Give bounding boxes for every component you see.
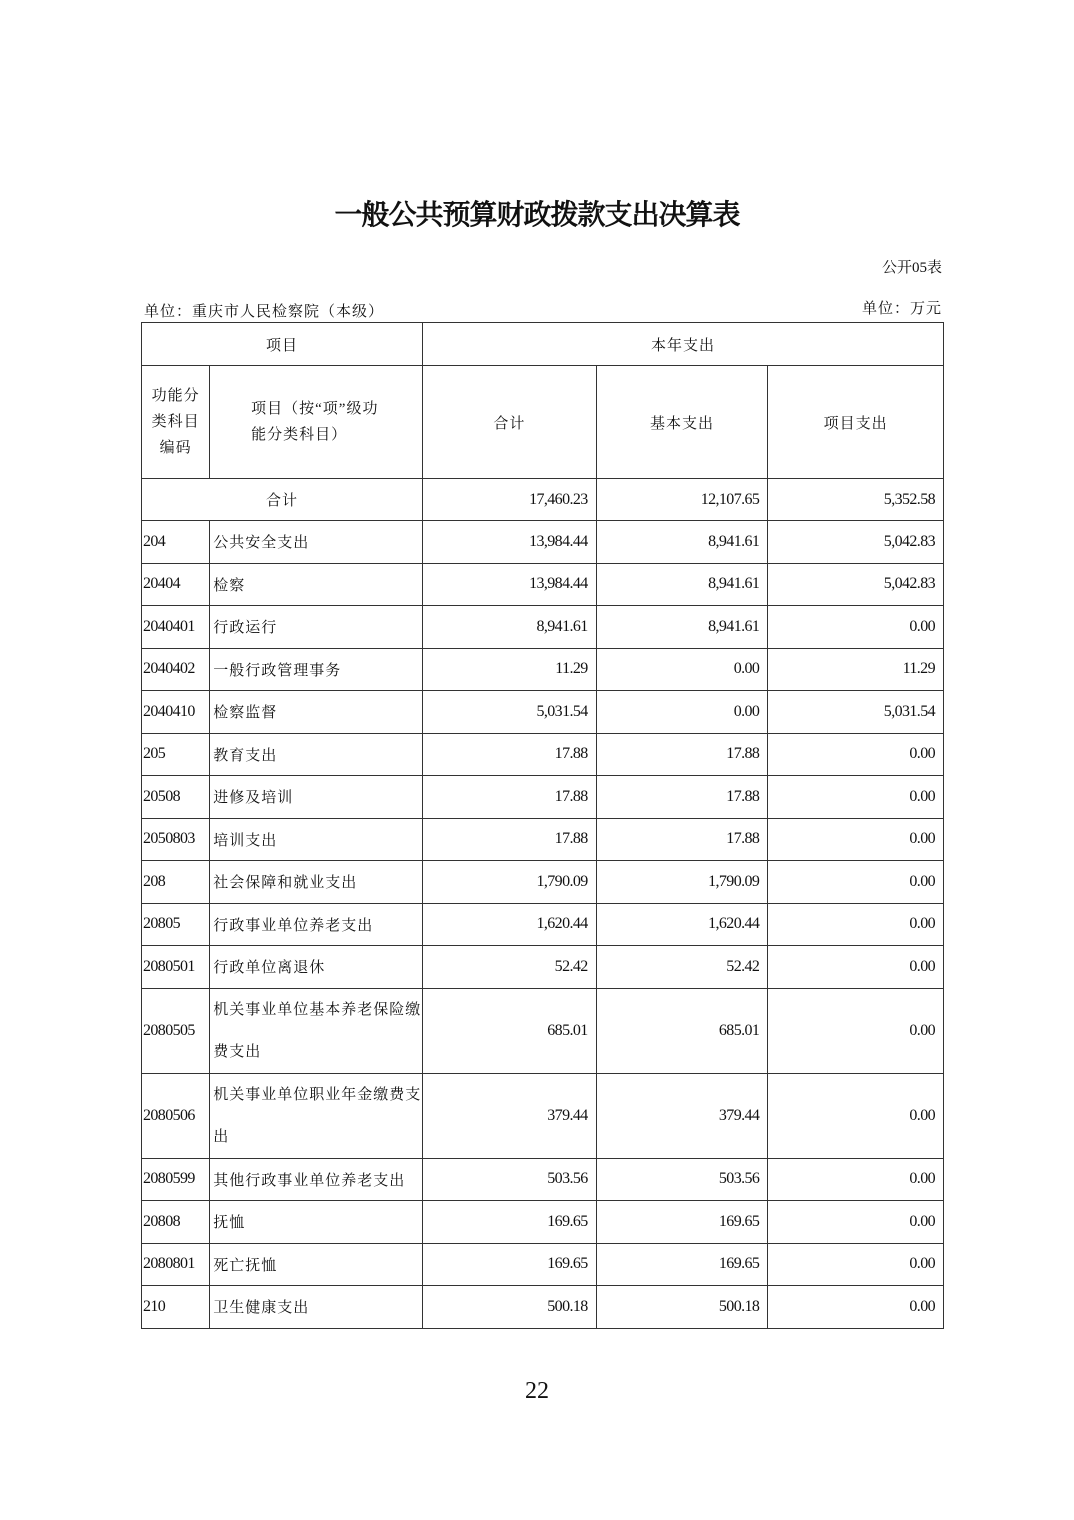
row-project: 5,042.83 xyxy=(768,521,944,564)
row-name: 卫生健康支出 xyxy=(210,1286,423,1329)
table-row xyxy=(142,776,944,819)
row-code: 20404 xyxy=(142,563,210,606)
header-year-group: 本年支出 xyxy=(423,323,944,366)
row-basic: 0.00 xyxy=(596,648,768,691)
row-name: 行政单位离退休 xyxy=(210,946,423,989)
row-name: 行政运行 xyxy=(210,606,423,649)
row-name: 进修及培训 xyxy=(210,776,423,819)
total-project: 5,352.58 xyxy=(768,479,944,521)
table-row xyxy=(142,606,944,649)
row-total: 169.65 xyxy=(423,1201,597,1244)
row-total: 169.65 xyxy=(423,1243,597,1286)
table-row xyxy=(142,691,944,734)
row-basic: 1,620.44 xyxy=(596,903,768,946)
row-code: 20805 xyxy=(142,903,210,946)
row-name: 机关事业单位职业年金缴费支出 xyxy=(210,1073,423,1158)
table-row xyxy=(142,648,944,691)
row-code: 2040410 xyxy=(142,691,210,734)
row-total: 503.56 xyxy=(423,1158,597,1201)
row-basic: 685.01 xyxy=(596,988,768,1073)
row-name: 行政事业单位养老支出 xyxy=(210,903,423,946)
row-code: 2040401 xyxy=(142,606,210,649)
row-code: 2080506 xyxy=(142,1073,210,1158)
row-code: 20508 xyxy=(142,776,210,819)
row-basic: 8,941.61 xyxy=(596,563,768,606)
row-basic: 0.00 xyxy=(596,691,768,734)
row-basic: 8,941.61 xyxy=(596,606,768,649)
row-name: 培训支出 xyxy=(210,818,423,861)
total-sum: 17,460.23 xyxy=(423,479,597,521)
table-row xyxy=(142,521,944,564)
row-basic: 8,941.61 xyxy=(596,521,768,564)
page-title: 一般公共预算财政拨款支出决算表 xyxy=(334,200,740,231)
row-basic: 169.65 xyxy=(596,1201,768,1244)
row-basic: 17.88 xyxy=(596,733,768,776)
row-basic: 169.65 xyxy=(596,1243,768,1286)
row-code: 2080599 xyxy=(142,1158,210,1201)
unit-currency: 单位：万元 xyxy=(861,301,942,317)
row-project: 5,031.54 xyxy=(768,691,944,734)
header-project: 项目支出 xyxy=(768,366,944,479)
row-total: 8,941.61 xyxy=(423,606,597,649)
table-row xyxy=(142,946,944,989)
row-code: 2080801 xyxy=(142,1243,210,1286)
row-project: 0.00 xyxy=(768,1243,944,1286)
row-total: 13,984.44 xyxy=(423,563,597,606)
row-basic: 503.56 xyxy=(596,1158,768,1201)
row-project: 11.29 xyxy=(768,648,944,691)
row-name: 公共安全支出 xyxy=(210,521,423,564)
form-number: 公开05表 xyxy=(881,260,942,276)
row-total: 500.18 xyxy=(423,1286,597,1329)
row-total: 379.44 xyxy=(423,1073,597,1158)
page-number: 22 xyxy=(525,1378,549,1404)
total-basic: 12,107.65 xyxy=(596,479,768,521)
row-total: 17.88 xyxy=(423,733,597,776)
row-project: 0.00 xyxy=(768,903,944,946)
row-total: 13,984.44 xyxy=(423,521,597,564)
table-row xyxy=(142,1243,944,1286)
row-project: 0.00 xyxy=(768,818,944,861)
row-project: 0.00 xyxy=(768,606,944,649)
header-total: 合计 xyxy=(423,366,597,479)
header-name-label: 项目（按“项”级功能分类科目） xyxy=(251,401,379,443)
header-code xyxy=(142,366,210,479)
row-project: 0.00 xyxy=(768,1286,944,1329)
row-name: 检察 xyxy=(210,563,423,606)
row-total: 11.29 xyxy=(423,648,597,691)
row-basic: 500.18 xyxy=(596,1286,768,1329)
table-row xyxy=(142,861,944,904)
row-project: 0.00 xyxy=(768,1201,944,1244)
row-name: 一般行政管理事务 xyxy=(210,648,423,691)
table-row xyxy=(142,903,944,946)
row-name: 抚恤 xyxy=(210,1201,423,1244)
row-name: 其他行政事业单位养老支出 xyxy=(210,1158,423,1201)
row-total: 5,031.54 xyxy=(423,691,597,734)
row-total: 1,790.09 xyxy=(423,861,597,904)
table-row xyxy=(142,563,944,606)
header-row-columns xyxy=(142,366,944,479)
table-row xyxy=(142,818,944,861)
row-code: 2080505 xyxy=(142,988,210,1073)
row-project: 5,042.83 xyxy=(768,563,944,606)
row-project: 0.00 xyxy=(768,733,944,776)
table-row xyxy=(142,988,944,1073)
row-name: 社会保障和就业支出 xyxy=(210,861,423,904)
total-row xyxy=(142,479,944,521)
row-code: 2040402 xyxy=(142,648,210,691)
unit-organization: 单位：重庆市人民检察院（本级） xyxy=(144,304,385,320)
header-name xyxy=(210,366,423,479)
table-row xyxy=(142,1073,944,1158)
table-row xyxy=(142,1201,944,1244)
row-total: 1,620.44 xyxy=(423,903,597,946)
row-name: 检察监督 xyxy=(210,691,423,734)
row-code: 204 xyxy=(142,521,210,564)
row-basic: 52.42 xyxy=(596,946,768,989)
row-project: 0.00 xyxy=(768,1073,944,1158)
row-name: 死亡抚恤 xyxy=(210,1243,423,1286)
row-project: 0.00 xyxy=(768,946,944,989)
table-row xyxy=(142,733,944,776)
table-row xyxy=(142,1158,944,1201)
row-basic: 17.88 xyxy=(596,818,768,861)
header-code-label: 功能分类科目编码 xyxy=(151,388,200,456)
row-name: 教育支出 xyxy=(210,733,423,776)
row-total: 17.88 xyxy=(423,818,597,861)
header-item-group: 项目 xyxy=(142,323,423,366)
row-code: 205 xyxy=(142,733,210,776)
row-project: 0.00 xyxy=(768,776,944,819)
row-code: 2080501 xyxy=(142,946,210,989)
row-name: 机关事业单位基本养老保险缴费支出 xyxy=(210,988,423,1073)
row-project: 0.00 xyxy=(768,861,944,904)
row-code: 208 xyxy=(142,861,210,904)
row-total: 52.42 xyxy=(423,946,597,989)
row-basic: 379.44 xyxy=(596,1073,768,1158)
row-project: 0.00 xyxy=(768,1158,944,1201)
row-total: 685.01 xyxy=(423,988,597,1073)
row-code: 20808 xyxy=(142,1201,210,1244)
row-project: 0.00 xyxy=(768,988,944,1073)
total-label: 合计 xyxy=(142,479,423,521)
row-basic: 17.88 xyxy=(596,776,768,819)
row-code: 2050803 xyxy=(142,818,210,861)
row-code: 210 xyxy=(142,1286,210,1329)
row-basic: 1,790.09 xyxy=(596,861,768,904)
row-total: 17.88 xyxy=(423,776,597,819)
header-basic: 基本支出 xyxy=(596,366,768,479)
expenditure-table xyxy=(141,322,944,1329)
header-row-group xyxy=(142,323,944,366)
table-row xyxy=(142,1286,944,1329)
